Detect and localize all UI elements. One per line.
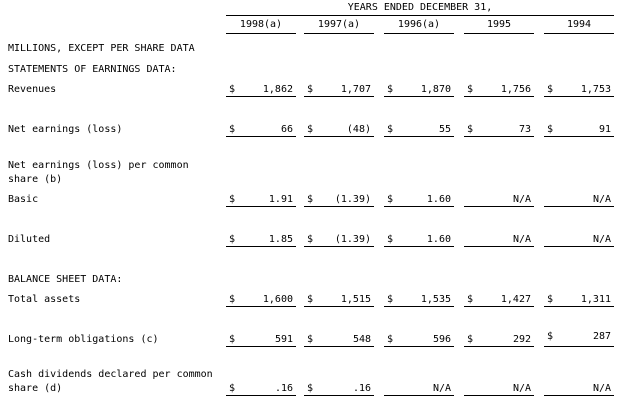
cell-long-term-5 <box>544 331 614 347</box>
dollar-sign: $ <box>307 383 314 394</box>
year-header-1998: 1998(a) <box>239 19 283 30</box>
cell-revenues-4 <box>464 84 534 97</box>
cell-basic-1 <box>226 194 296 207</box>
cell-underline <box>544 346 614 347</box>
years-header-title: YEARS ENDED DECEMBER 31, <box>347 2 493 13</box>
cell-dividends-1 <box>226 383 296 396</box>
dollar-sign: $ <box>387 124 394 135</box>
cell-underline <box>304 96 374 97</box>
year-header-1997: 1997(a) <box>317 19 361 30</box>
cell-underline <box>544 206 614 207</box>
cell-value: 1,515 <box>340 294 371 305</box>
dollar-sign: $ <box>387 234 394 245</box>
year-rule-1998 <box>226 33 296 34</box>
cell-underline <box>304 136 374 137</box>
cell-underline <box>544 246 614 247</box>
dollar-sign: $ <box>307 124 314 135</box>
dollar-sign: $ <box>229 383 236 394</box>
cell-total-assets-3 <box>384 294 454 307</box>
cell-long-term-3 <box>384 334 454 347</box>
cell-underline <box>464 306 534 307</box>
cell-net-earnings-4 <box>464 124 534 137</box>
dollar-sign: $ <box>229 194 236 205</box>
dollar-sign: $ <box>467 84 474 95</box>
dollar-sign: $ <box>307 234 314 245</box>
cell-total-assets-2 <box>304 294 374 307</box>
cell-diluted-2 <box>304 234 374 247</box>
cell-value: 1.60 <box>426 194 451 205</box>
cell-long-term-1 <box>226 334 296 347</box>
cell-value: N/A <box>512 194 531 205</box>
cell-underline <box>226 246 296 247</box>
cell-underline <box>226 395 296 396</box>
cell-value: N/A <box>512 383 531 394</box>
label-eps-line1: Net earnings (loss) per common <box>8 160 189 171</box>
cell-value: .16 <box>274 383 293 394</box>
dollar-sign: $ <box>467 334 474 345</box>
cell-value: 55 <box>438 124 451 135</box>
dollar-sign: $ <box>467 294 474 305</box>
cell-underline <box>304 395 374 396</box>
cell-underline <box>226 206 296 207</box>
cell-value: 91 <box>598 124 611 135</box>
cell-diluted-4 <box>464 234 534 247</box>
cell-value: 1,427 <box>500 294 531 305</box>
dollar-sign: $ <box>307 334 314 345</box>
cell-value: 1.85 <box>268 234 293 245</box>
cell-underline <box>464 395 534 396</box>
dollar-sign: $ <box>467 124 474 135</box>
cell-value: N/A <box>592 194 611 205</box>
cell-underline <box>384 206 454 207</box>
year-header-1995: 1995 <box>486 19 512 30</box>
cell-value: 1,862 <box>262 84 293 95</box>
dollar-sign: $ <box>547 294 554 305</box>
cell-value: 1.91 <box>268 194 293 205</box>
cell-basic-3 <box>384 194 454 207</box>
label-total-assets: Total assets <box>8 294 81 305</box>
cell-value: 1,535 <box>420 294 451 305</box>
cell-underline <box>464 246 534 247</box>
cell-value: N/A <box>512 234 531 245</box>
cell-value: .16 <box>352 383 371 394</box>
cell-value: 1,756 <box>500 84 531 95</box>
dollar-sign: $ <box>307 294 314 305</box>
cell-dividends-4 <box>464 383 534 396</box>
cell-underline <box>304 246 374 247</box>
cell-basic-5 <box>544 194 614 207</box>
cell-value: 596 <box>432 334 451 345</box>
cell-underline <box>226 306 296 307</box>
cell-value: N/A <box>592 383 611 394</box>
cell-underline <box>464 136 534 137</box>
cell-diluted-1 <box>226 234 296 247</box>
cell-underline <box>304 206 374 207</box>
cell-value: (1.39) <box>334 194 371 205</box>
cell-long-term-4 <box>464 334 534 347</box>
cell-underline <box>384 395 454 396</box>
cell-basic-4 <box>464 194 534 207</box>
cell-value: 292 <box>512 334 531 345</box>
label-long-term: Long-term obligations (c) <box>8 334 159 345</box>
dollar-sign: $ <box>547 124 554 135</box>
cell-underline <box>304 346 374 347</box>
cell-basic-2 <box>304 194 374 207</box>
cell-diluted-3 <box>384 234 454 247</box>
label-dividends-line1: Cash dividends declared per common <box>8 369 213 380</box>
cell-value: N/A <box>432 383 451 394</box>
cell-underline <box>464 346 534 347</box>
label-net-earnings: Net earnings (loss) <box>8 124 123 135</box>
cell-value: (1.39) <box>334 234 371 245</box>
dollar-sign: $ <box>229 334 236 345</box>
dollar-sign: $ <box>307 194 314 205</box>
year-rule-1997 <box>304 33 374 34</box>
cell-underline <box>226 96 296 97</box>
cell-value: 73 <box>518 124 531 135</box>
cell-underline <box>544 136 614 137</box>
year-header-1994: 1994 <box>566 19 592 30</box>
cell-value: 1,753 <box>580 84 611 95</box>
cell-value: 1,870 <box>420 84 451 95</box>
cell-underline <box>384 246 454 247</box>
cell-revenues-3 <box>384 84 454 97</box>
cell-revenues-2 <box>304 84 374 97</box>
cell-net-earnings-2 <box>304 124 374 137</box>
cell-value: 548 <box>352 334 371 345</box>
cell-dividends-2 <box>304 383 374 396</box>
cell-dividends-5 <box>544 383 614 396</box>
cell-value: 66 <box>280 124 293 135</box>
label-millions: MILLIONS, EXCEPT PER SHARE DATA <box>8 43 195 54</box>
years-header-rule <box>226 15 614 16</box>
dollar-sign: $ <box>229 234 236 245</box>
cell-total-assets-1 <box>226 294 296 307</box>
dollar-sign: $ <box>229 294 236 305</box>
cell-underline <box>464 206 534 207</box>
label-statements-heading: STATEMENTS OF EARNINGS DATA: <box>8 64 177 75</box>
year-rule-1994 <box>544 33 614 34</box>
cell-underline <box>384 306 454 307</box>
dollar-sign: $ <box>229 124 236 135</box>
cell-underline <box>384 136 454 137</box>
cell-value: 1.60 <box>426 234 451 245</box>
dollar-sign: $ <box>387 334 394 345</box>
dollar-sign: $ <box>387 84 394 95</box>
cell-value: 1,707 <box>340 84 371 95</box>
cell-value: 287 <box>592 331 611 342</box>
cell-underline <box>384 346 454 347</box>
label-eps-line2: share (b) <box>8 174 63 185</box>
cell-underline <box>384 96 454 97</box>
cell-underline <box>544 96 614 97</box>
cell-underline <box>226 346 296 347</box>
dollar-sign: $ <box>387 194 394 205</box>
cell-net-earnings-5 <box>544 124 614 137</box>
dollar-sign: $ <box>547 84 554 95</box>
cell-long-term-2 <box>304 334 374 347</box>
label-dividends-line2: share (d) <box>8 383 63 394</box>
cell-revenues-5 <box>544 84 614 97</box>
year-header-1996: 1996(a) <box>397 19 441 30</box>
label-revenues: Revenues <box>8 84 57 95</box>
cell-underline <box>226 136 296 137</box>
cell-value: 1,600 <box>262 294 293 305</box>
cell-net-earnings-3 <box>384 124 454 137</box>
cell-underline <box>464 96 534 97</box>
cell-value: 1,311 <box>580 294 611 305</box>
cell-value: (48) <box>346 124 371 135</box>
dollar-sign: $ <box>547 331 554 342</box>
label-balance-heading: BALANCE SHEET DATA: <box>8 274 123 285</box>
label-diluted: Diluted <box>8 234 51 245</box>
cell-net-earnings-1 <box>226 124 296 137</box>
cell-underline <box>304 306 374 307</box>
cell-underline <box>544 395 614 396</box>
dollar-sign: $ <box>387 294 394 305</box>
dollar-sign: $ <box>307 84 314 95</box>
cell-value: N/A <box>592 234 611 245</box>
cell-dividends-3 <box>384 383 454 396</box>
cell-total-assets-5 <box>544 294 614 307</box>
cell-diluted-5 <box>544 234 614 247</box>
year-rule-1995 <box>464 33 534 34</box>
cell-value: 591 <box>274 334 293 345</box>
label-basic: Basic <box>8 194 39 205</box>
cell-total-assets-4 <box>464 294 534 307</box>
year-rule-1996 <box>384 33 454 34</box>
cell-underline <box>544 306 614 307</box>
dollar-sign: $ <box>229 84 236 95</box>
cell-revenues-1 <box>226 84 296 97</box>
